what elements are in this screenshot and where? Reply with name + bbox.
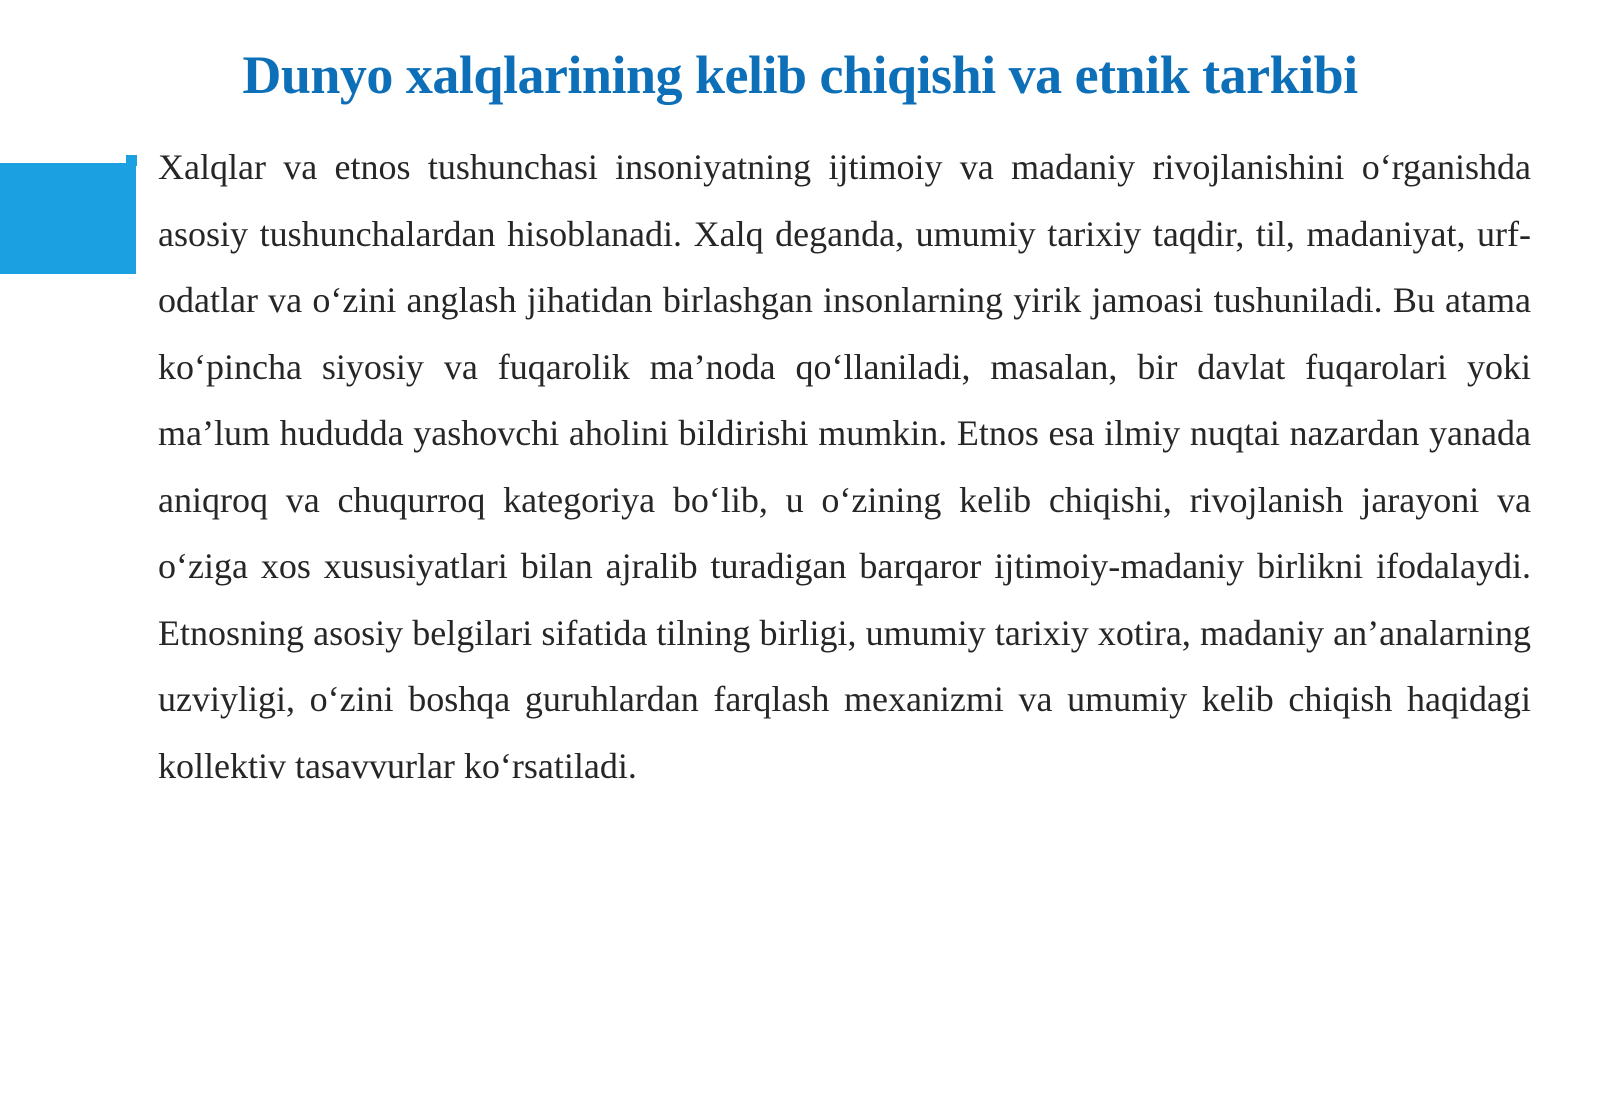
accent-bar [0,163,136,274]
slide-title: Dunyo xalqlarining kelib chiqishi va etnik tarkibi [242,45,1358,105]
square-bullet-icon [126,155,137,166]
body-paragraph: Xalqlar va etnos tushunchasi insoniyatning ijtimoiy va madaniy rivojlanishini o‘rganishda asosiy tushunchalardan hisoblanadi. Xalq deganda, umumiy tarixiy taqdir, til, madaniyat, urf-odatlar va o‘zini anglash jihatidan birlashgan insonlarning yirik jamoasi tushuniladi. Bu atama ko‘pincha siyosiy va fuqarolik ma’noda qo‘llaniladi, masalan, bir davlat fuqarolari yoki ma’lum hududda yashovchi aholini bildirishi mumkin. Etnos esa ilmiy nuqtai nazardan yanada aniqroq va chuqurroq kategoriya bo‘lib, u o‘zining kelib chiqishi, rivojlanish jarayoni va o‘ziga xos xususiyatlari bilan ajralib turadigan barqaror ijtimoiy-madaniy birlikni ifodalaydi. Etnosning asosiy belgilari sifatida tilning birligi, umumiy tarixiy xotira, madaniy an’analarning uzviyligi, o‘zini boshqa guruhlardan farqlash mexanizmi va umumiy kelib chiqish haqidagi kollektiv tasavvurlar ko‘rsatiladi. [158,147,1531,786]
